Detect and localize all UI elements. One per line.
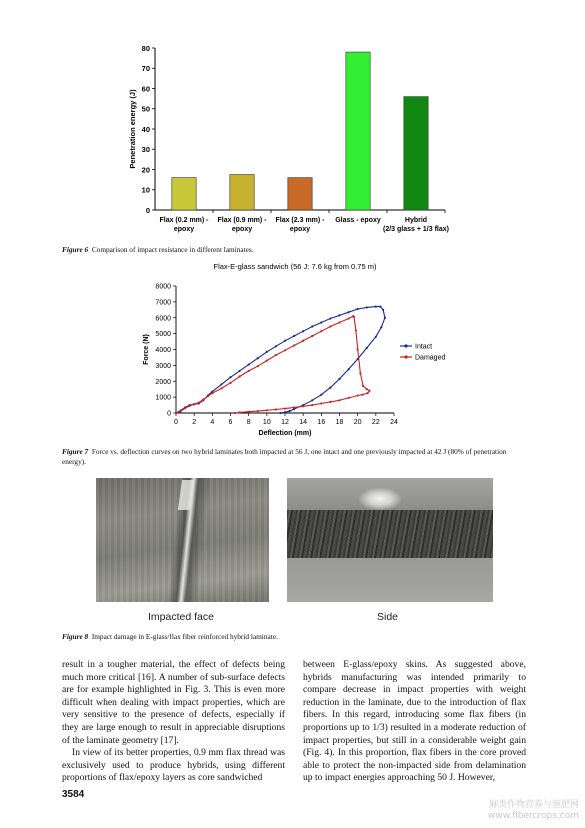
- fig7-point-intact: [238, 370, 240, 372]
- fig7-point-damaged: [361, 394, 363, 396]
- fig7-point-intact: [320, 394, 322, 396]
- fig7-point-damaged: [293, 344, 295, 346]
- figure8-caption: [62, 632, 532, 642]
- fig7-legend-label: Damaged: [415, 354, 446, 362]
- fig7-x-tick-label: 16: [317, 419, 326, 426]
- fig7-x-tick-label: 6: [228, 419, 233, 426]
- fig7-point-damaged: [175, 412, 177, 414]
- fig6-category-label: Flax (0.2 mm) -: [159, 217, 209, 224]
- fig6-y-tick-label: 70: [141, 64, 150, 74]
- fig7-point-intact: [382, 309, 384, 311]
- photo-right-label: Side: [377, 611, 399, 623]
- fig6-category-label: Glass - epoxy: [335, 217, 381, 224]
- figure8-caption-label: Figure 8: [62, 632, 89, 641]
- fig6-y-tick-label: 50: [141, 104, 150, 114]
- fig7-point-damaged: [347, 397, 349, 399]
- fig7-point-damaged: [220, 387, 222, 389]
- fig6-bar: [404, 97, 428, 210]
- fig6-category-label: Flax (0.9 mm) -: [217, 217, 267, 224]
- fig7-point-intact: [320, 321, 322, 323]
- fig7-series-line-damaged: [176, 316, 370, 413]
- fig7-point-intact: [302, 330, 304, 332]
- fig6-category-label: epoxy: [231, 226, 253, 233]
- fig7-point-damaged: [202, 398, 204, 400]
- fig7-point-damaged: [338, 321, 340, 323]
- fig7-y-tick-label: 2000: [155, 378, 171, 386]
- fig7-point-intact: [347, 368, 349, 370]
- fig7-point-damaged: [320, 402, 322, 404]
- fig6-bar: [172, 178, 196, 210]
- fig6-bar: [230, 175, 254, 210]
- fig7-point-damaged: [347, 317, 349, 319]
- fig7-point-intact: [311, 399, 313, 401]
- fig7-point-intact: [329, 387, 331, 389]
- fig7-y-tick-label: 7000: [155, 299, 171, 307]
- fig7-point-damaged: [284, 349, 286, 351]
- figure6-bar-chart: [125, 38, 465, 238]
- fig7-y-axis-label: Force (N): [143, 334, 150, 365]
- fig7-point-intact: [266, 351, 268, 353]
- figure8-caption-text: Impact damage in E-glass/flax fiber reinforced hybrid laminate.: [91, 632, 278, 641]
- fig7-point-intact: [329, 317, 331, 319]
- fig7-point-damaged: [329, 401, 331, 403]
- fig7-point-damaged: [302, 340, 304, 342]
- fig7-point-damaged: [238, 411, 240, 413]
- fig6-bar: [346, 52, 370, 210]
- fig7-y-tick-label: 1000: [155, 394, 171, 402]
- fig7-point-damaged: [359, 372, 361, 374]
- fig7-point-damaged: [257, 410, 259, 412]
- fig7-point-damaged: [248, 411, 250, 413]
- left-paragraph-2: In view of its better properties, 0.9 mm flax thread was exclusively used to produce hybrids, using different proportions of flax/epoxy layers as core sandwiched: [62, 747, 285, 784]
- right-text-column: [303, 659, 526, 785]
- fig7-point-damaged: [184, 407, 186, 409]
- fig7-point-damaged: [302, 405, 304, 407]
- fig7-point-damaged: [284, 407, 286, 409]
- watermark-line-2: www.fibercrops.com: [488, 811, 579, 821]
- fig7-point-damaged: [368, 390, 370, 392]
- fig7-point-intact: [311, 325, 313, 327]
- fig7-point-damaged: [193, 403, 195, 405]
- fig7-point-damaged: [179, 410, 181, 412]
- fig7-legend-label: Intact: [415, 343, 433, 351]
- fig7-x-tick-label: 2: [192, 419, 197, 426]
- fig7-point-intact: [284, 340, 286, 342]
- fig7-point-damaged: [362, 385, 364, 387]
- fig7-point-intact: [288, 410, 290, 412]
- fig7-y-tick-label: 0: [167, 410, 171, 418]
- fig7-x-tick-label: 8: [246, 419, 251, 426]
- fig7-point-damaged: [275, 408, 277, 410]
- fig7-point-intact: [384, 317, 386, 319]
- fig7-point-intact: [338, 314, 340, 316]
- fig7-x-tick-label: 22: [371, 419, 380, 426]
- fig7-point-damaged: [366, 388, 368, 390]
- fig7-x-axis-label: Deflection (mm): [258, 430, 312, 437]
- fig7-point-intact: [257, 357, 259, 359]
- figure7-line-chart: [138, 258, 458, 443]
- fig7-point-damaged: [320, 330, 322, 332]
- site-watermark: [488, 800, 579, 822]
- fig7-point-intact: [357, 308, 359, 310]
- fig7-point-damaged: [311, 404, 313, 406]
- fig7-y-tick-label: 6000: [155, 315, 171, 323]
- fig7-point-intact: [366, 306, 368, 308]
- fig6-y-tick-label: 60: [141, 84, 150, 94]
- fig7-point-damaged: [266, 360, 268, 362]
- figure7-caption-label: Figure 7: [62, 447, 89, 456]
- fig7-legend-marker: [404, 344, 407, 347]
- fig7-x-tick-label: 0: [174, 419, 178, 426]
- fig7-x-tick-label: 12: [281, 419, 289, 426]
- figure7-caption-text: Force vs. deflection curves on two hybrid laminates both impacted at 56 J, one intact and one previously impacted at 42 J (80% of penetration energy).: [62, 447, 507, 466]
- photo-side: [287, 478, 493, 602]
- fig7-point-damaged: [266, 409, 268, 411]
- fig7-point-damaged: [257, 365, 259, 367]
- fig7-point-damaged: [229, 382, 231, 384]
- fig7-point-damaged: [353, 316, 355, 318]
- fig7-point-intact: [229, 376, 231, 378]
- figure7-caption: [62, 447, 532, 466]
- fig7-point-damaged: [293, 406, 295, 408]
- fig7-point-damaged: [367, 392, 369, 394]
- left-paragraph-1: result in a tougher material, the effect of defects being much more critical [16]. A number of sub-surface defects are for example highlighted in Fig. 3. This is even more difficult when dealing with impact properties, which are very sensitive to the presence of defects, especially if they are large enough to result in appreciable disruptions of the laminate geometry [17].: [62, 659, 285, 746]
- fig7-point-intact: [248, 363, 250, 365]
- fig7-x-tick-label: 10: [262, 419, 271, 426]
- fig7-point-damaged: [355, 329, 357, 331]
- fig7-point-damaged: [248, 370, 250, 372]
- fig7-point-damaged: [198, 402, 200, 404]
- impact-damage-spot: [359, 488, 401, 510]
- fig7-point-intact: [279, 412, 281, 414]
- photo-impacted-face: [96, 478, 269, 602]
- fig7-point-intact: [366, 347, 368, 349]
- fig7-point-damaged: [338, 399, 340, 401]
- fig7-point-damaged: [329, 325, 331, 327]
- fig7-point-intact: [375, 306, 377, 308]
- fig6-y-tick-label: 20: [141, 165, 150, 175]
- fig6-bar: [288, 178, 312, 210]
- fig6-category-label: Hybrid: [404, 217, 428, 224]
- fig7-point-damaged: [238, 375, 240, 377]
- fig6-category-label: epoxy: [173, 226, 195, 233]
- fig7-point-intact: [293, 335, 295, 337]
- fig7-x-tick-label: 20: [353, 419, 362, 426]
- fig7-point-damaged: [357, 348, 359, 350]
- fig7-point-intact: [275, 345, 277, 347]
- fig7-point-intact: [380, 326, 382, 328]
- fig7-point-damaged: [275, 354, 277, 356]
- fig6-y-tick-label: 40: [141, 124, 150, 134]
- figure6-caption: [62, 245, 532, 255]
- watermark-line-1: 麻类作物营养与施肥网: [488, 800, 579, 810]
- fig7-point-damaged: [311, 335, 313, 337]
- fig7-x-tick-label: 4: [210, 419, 215, 426]
- fig7-point-damaged: [189, 405, 191, 407]
- fig6-category-label: (2/3 glass + 1/3 flax): [383, 226, 449, 233]
- fig6-y-tick-label: 0: [145, 205, 150, 215]
- laminate-core-layer: [287, 510, 493, 558]
- fig6-y-tick-label: 80: [141, 43, 150, 53]
- fig7-point-intact: [347, 311, 349, 313]
- fig7-y-tick-label: 3000: [155, 362, 171, 370]
- fig7-point-intact: [220, 383, 222, 385]
- fig7-point-damaged: [234, 412, 236, 414]
- fig7-y-tick-label: 8000: [155, 283, 171, 291]
- fig6-category-label: Flax (2.3 mm) -: [275, 217, 325, 224]
- fig7-point-intact: [375, 336, 377, 338]
- fig7-y-tick-label: 4000: [155, 347, 171, 355]
- fig7-legend-marker: [404, 355, 407, 358]
- fig7-point-damaged: [357, 394, 359, 396]
- fig7-point-damaged: [211, 392, 213, 394]
- fig7-point-intact: [284, 411, 286, 413]
- fig7-x-tick-label: 24: [390, 419, 398, 426]
- figure6-caption-label: Figure 6: [62, 245, 89, 254]
- right-paragraph-1: between E-glass/epoxy skins. As suggested above, hybrids manufacturing was intended primarily to compare decrease in impact properties with weight reduction in the laminate, due to the introduction of flax fibers. In this regard, introducing some flax fibers (in proportions up to 1/3) resulted in a moderate reduction of impact properties, but still in a considerable weight gain (Fig. 4). In this proportion, flax fibers in the core proved able to protect the non-impacted side from delamination up to impact energies approaching 50 J. However,: [303, 659, 526, 784]
- fig6-y-tick-label: 10: [141, 185, 150, 195]
- fig7-x-tick-label: 18: [335, 419, 344, 426]
- fig7-point-damaged: [207, 395, 209, 397]
- fig7-point-intact: [338, 378, 340, 380]
- fig6-y-axis-label: Penetration energy (J): [128, 89, 137, 169]
- left-text-column: [62, 659, 285, 785]
- fig7-title: Flax-E-glass sandwich (56 J: 7.6 kg from 0.75 m): [213, 262, 377, 271]
- fig7-y-tick-label: 5000: [155, 331, 171, 339]
- fig7-x-tick-label: 14: [299, 419, 308, 426]
- photo-left-label: Impacted face: [148, 611, 214, 623]
- fig7-point-intact: [379, 306, 381, 308]
- page-number: 3584: [62, 789, 85, 800]
- fig6-y-tick-label: 30: [141, 145, 150, 155]
- fig6-category-label: epoxy: [289, 226, 311, 233]
- figure6-caption-text: Comparison of impact resistance in different laminates.: [91, 245, 254, 254]
